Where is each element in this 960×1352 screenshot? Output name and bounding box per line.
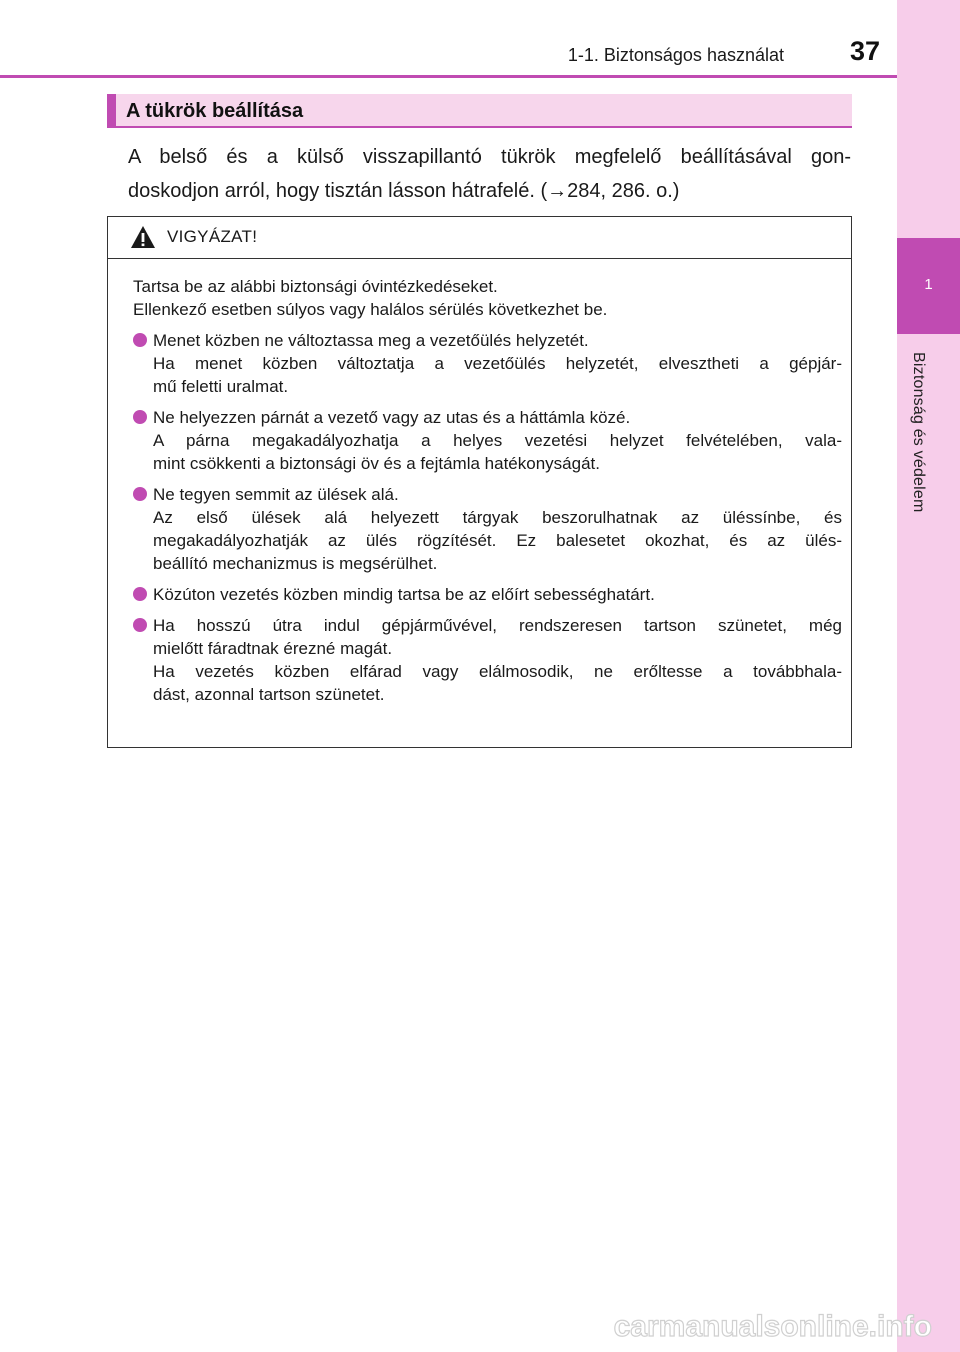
warning-header <box>108 217 851 259</box>
warning-item-line: Ne helyezzen párnát a vezető vagy az utas és a háttámla közé. <box>153 408 631 427</box>
intro-line-2: doskodjon arról, hogy tisztán lásson hátrafelé. (→284, 286. o.) <box>128 180 680 202</box>
bullet-dot-icon <box>133 618 147 632</box>
warning-item-line: Ha hosszú útra indul gépjárművével, rendszeresen tartson szünetet, még <box>153 616 842 635</box>
section-heading-accent-bar <box>107 94 116 126</box>
warning-item <box>133 614 842 706</box>
warning-item-line: Az első ülések alá helyezett tárgyak beszorulhatnak az üléssínbe, és <box>153 508 842 527</box>
warning-intro-line-1: Tartsa be az alábbi biztonsági óvintézkedéseket. <box>133 277 498 296</box>
warning-item-line: Menet közben ne változtassa meg a vezetőülés helyzetét. <box>153 331 589 350</box>
section-heading-text: A tükrök beállítása <box>126 100 304 122</box>
section-heading <box>107 94 852 128</box>
warning-body <box>133 275 842 706</box>
intro-paragraph <box>128 140 851 208</box>
warning-item-line: mű feletti uralmat. <box>153 377 289 396</box>
side-tab-strip <box>897 0 960 1352</box>
warning-item-line: megakadályozhatják az ülés rögzítését. Ez balesetet okozhat, és az ülés- <box>153 531 842 550</box>
running-header-title: 1-1. Biztonságos használat <box>567 45 784 65</box>
warning-title: VIGYÁZAT! <box>167 227 258 246</box>
warning-box <box>107 216 852 748</box>
chapter-number: 1 <box>924 276 933 293</box>
warning-item-line: A párna megakadályozhatja a helyes vezetési helyzet felvételében, vala- <box>153 431 842 450</box>
warning-item <box>133 483 842 575</box>
warning-item <box>133 406 842 475</box>
intro-line-1: A belső és a külső visszapillantó tükrök megfelelő beállításával gon- <box>128 146 851 168</box>
warning-item-line: Ha menet közben változtatja a vezetőülés helyzetét, elvesztheti a gépjár- <box>153 354 842 373</box>
warning-item-line: dást, azonnal tartson szünetet. <box>153 685 385 704</box>
warning-intro-line-2: Ellenkező esetben súlyos vagy halálos sérülés következhet be. <box>133 300 608 319</box>
warning-item-line: mint csökkenti a biztonsági öv és a fejtámla hatékonyságát. <box>153 454 600 473</box>
bullet-dot-icon <box>133 587 147 601</box>
bullet-dot-icon <box>133 410 147 424</box>
bullet-dot-icon <box>133 487 147 501</box>
header-rule <box>0 75 897 78</box>
watermark-logo <box>592 1306 942 1344</box>
warning-item-line: mielőtt fáradtnak érezné magát. <box>153 639 393 658</box>
chapter-title: Biztonság és védelem <box>910 352 927 513</box>
watermark-text: carmanualsonline.info <box>613 1310 932 1343</box>
warning-item-line: Ha vezetés közben elfárad vagy elálmosodik, ne erőltesse a továbbhala- <box>153 662 842 681</box>
warning-item <box>133 329 842 398</box>
page-number: 37 <box>850 36 881 66</box>
warning-item <box>133 583 842 606</box>
warning-item-line: Közúton vezetés közben mindig tartsa be az előírt sebességhatárt. <box>153 585 655 604</box>
warning-item-line: beállító mechanizmus is megsérülhet. <box>153 554 438 573</box>
warning-triangle-icon <box>130 225 156 249</box>
warning-item-line: Ne tegyen semmit az ülések alá. <box>153 485 399 504</box>
bullet-dot-icon <box>133 333 147 347</box>
